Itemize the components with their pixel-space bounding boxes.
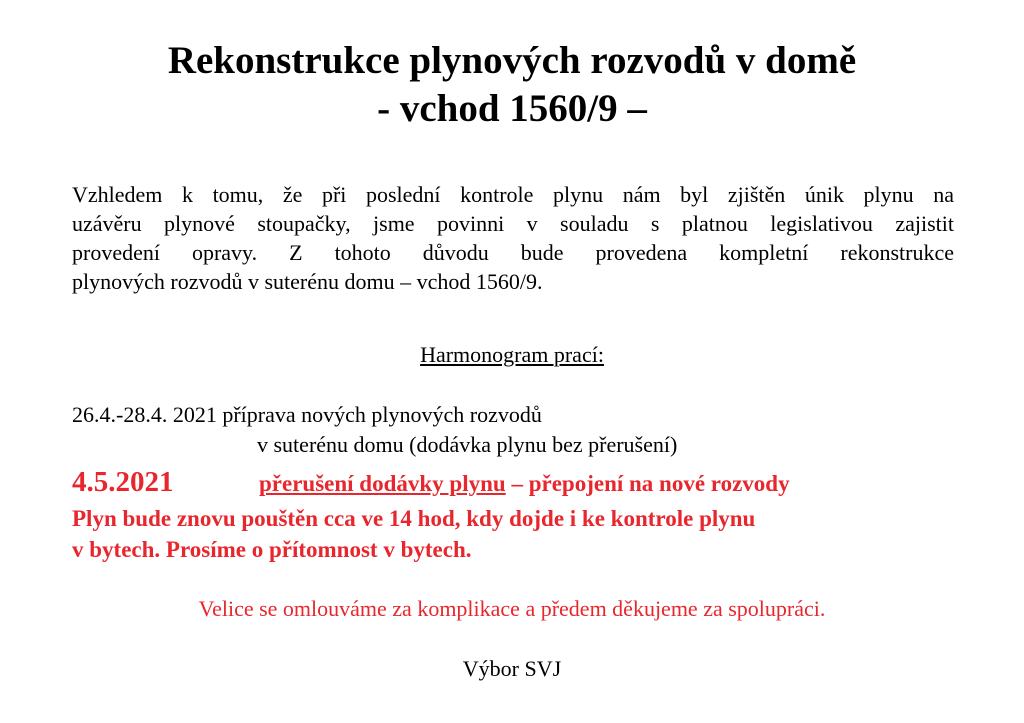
intro-line: provedení opravy. Z tohoto důvodu bude provedena kompletní rekonstrukce: [72, 240, 954, 265]
gas-restore-line: v bytech. Prosíme o přítomnost v bytech.: [72, 537, 472, 562]
schedule-item-preparation: [72, 400, 542, 430]
outage-rest-text: – přepojení na nové rozvody: [505, 471, 790, 496]
outage-underlined-text: přerušení dodávky plynu: [259, 471, 506, 496]
intro-line: plynových rozvodů v suterénu domu – vchod 1560/9.: [72, 269, 543, 294]
notice-title: Rekonstrukce plynových rozvodů v domě: [167, 39, 857, 82]
apology-text: Velice se omlouváme za komplikace a předem děkujeme za spolupráci.: [198, 596, 826, 621]
schedule-heading: Harmonogram prací:: [420, 342, 604, 367]
intro-paragraph: [72, 180, 954, 296]
intro-line: Vzhledem k tomu, že při poslední kontrole plynu nám byl zjištěn únik plynu na: [72, 182, 954, 207]
intro-line: uzávěru plynové stoupačky, jsme povinni v souladu s platnou legislativou zajistit: [72, 211, 954, 236]
signature: Výbor SVJ: [462, 656, 562, 681]
outage-description: [259, 469, 790, 499]
gas-restore-line: Plyn bude znovu pouštěn cca ve 14 hod, kdy dojde i ke kontrole plynu: [72, 506, 756, 531]
schedule-description-continued: v suterénu domu (dodávka plynu bez přerušení): [257, 432, 678, 457]
schedule-description: příprava nových plynových rozvodů: [222, 402, 542, 427]
notice-subtitle-entrance: - vchod 1560/9 –: [377, 87, 647, 130]
schedule-date: 26.4.-28.4. 2021: [72, 402, 217, 427]
outage-date: 4.5.2021: [72, 466, 174, 498]
gas-restore-notice: [72, 503, 755, 565]
